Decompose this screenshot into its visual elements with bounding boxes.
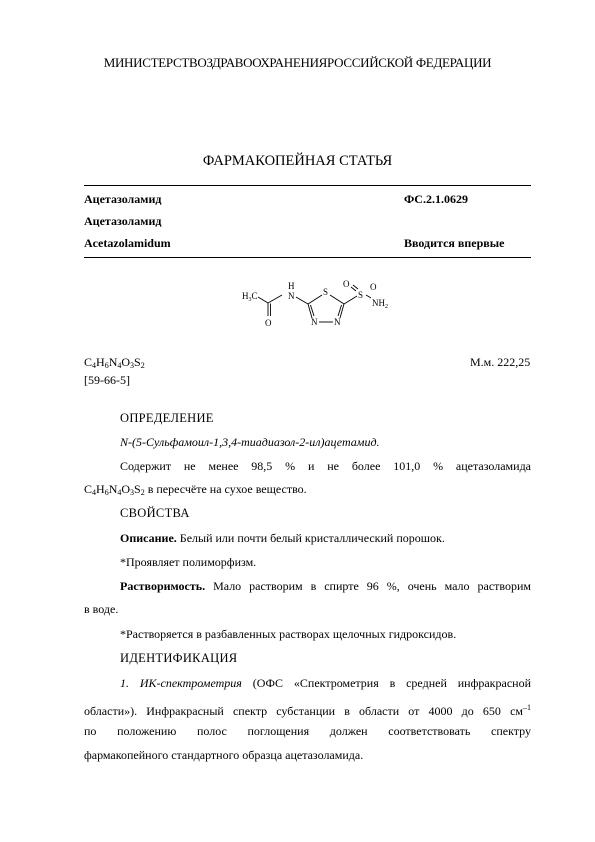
ring-n-left-label: N: [311, 317, 318, 327]
ring-n-right-label: N: [334, 317, 341, 327]
properties-heading: СВОЙСТВА: [120, 506, 190, 520]
h3c-label: $H_3C$: [242, 291, 258, 303]
sulfonyl-o-right-label: O: [370, 282, 377, 292]
polymorphism-note: *Проявляет полиморфизм.: [120, 555, 257, 569]
sulfonyl-o-top-label: O: [343, 279, 350, 289]
header-bottom-rule: [84, 257, 531, 258]
amino-label: $NH_2$: [372, 298, 388, 310]
definition-heading: ОПРЕДЕЛЕНИЕ: [120, 411, 214, 425]
description-line: Описание. Белый или почти белый кристаллический порошок.: [120, 531, 445, 545]
ring-sulfur-label: S: [323, 287, 329, 297]
name-latin: Acetazolamidum: [84, 236, 171, 250]
alkali-solubility-note: *Растворяется в разбавленных растворах щелочных гидроксидов.: [120, 627, 457, 641]
ir-line-1: 1. ИК-спектрометрия (ОФС «Спектрометрия в средней инфракрасной: [120, 676, 531, 690]
oxygen-carbonyl-label: O: [265, 318, 272, 328]
name-ru-1: Ацетазоламид: [84, 192, 162, 206]
article-type-title: ФАРМАКОПЕЙНАЯ СТАТЬЯ: [202, 153, 393, 169]
structural-formula: [230, 278, 410, 344]
ir-line-4: фармакопейного стандартного образца ацетазоламида.: [84, 748, 364, 762]
molecular-formula: $C_4H_6N_4O_3S_2$: [84, 355, 145, 370]
ir-line-3: по положению полос поглощения должен соответствовать спектру: [84, 724, 531, 738]
content-line-1: Содержит не менее 98,5 % и не более 101,0 % ацетазоламида: [120, 459, 531, 473]
molecular-weight: М.м. 222,25: [470, 355, 531, 369]
amide-n-label: N: [288, 291, 295, 301]
ir-line-2: области»). Инфракрасный спектр субстанции в области от 4000 до 650 $см^{-1}$: [84, 703, 531, 718]
solubility-line-1: Растворимость. Мало растворим в спирте 96 %, очень мало растворим: [120, 579, 531, 593]
ministry-title: МИНИСТЕРСТВОЗДРАВООХРАНЕНИЯРОССИЙСКОЙ ФЕДЕРАЦИИ: [103, 55, 492, 70]
amide-h-label: H: [288, 281, 295, 291]
definition-chemical-name: N-(5-Сульфамоил-1,3,4-тиадиазол-2-ил)ацетамид.: [120, 435, 380, 449]
status-text: Вводится впервые: [404, 236, 505, 250]
article-code: ФС.2.1.0629: [404, 192, 468, 206]
cas-number: [59-66-5]: [84, 373, 130, 387]
name-ru-2: Ацетазоламид: [84, 214, 162, 228]
sulfonyl-s-label: S: [358, 290, 364, 300]
content-line-2: $C_4H_6N_4O_3S_2$ в пересчёте на сухое вещество.: [84, 482, 307, 497]
identification-heading: ИДЕНТИФИКАЦИЯ: [120, 651, 238, 665]
header-top-rule: [84, 185, 531, 186]
solubility-line-2: в воде.: [84, 602, 119, 616]
